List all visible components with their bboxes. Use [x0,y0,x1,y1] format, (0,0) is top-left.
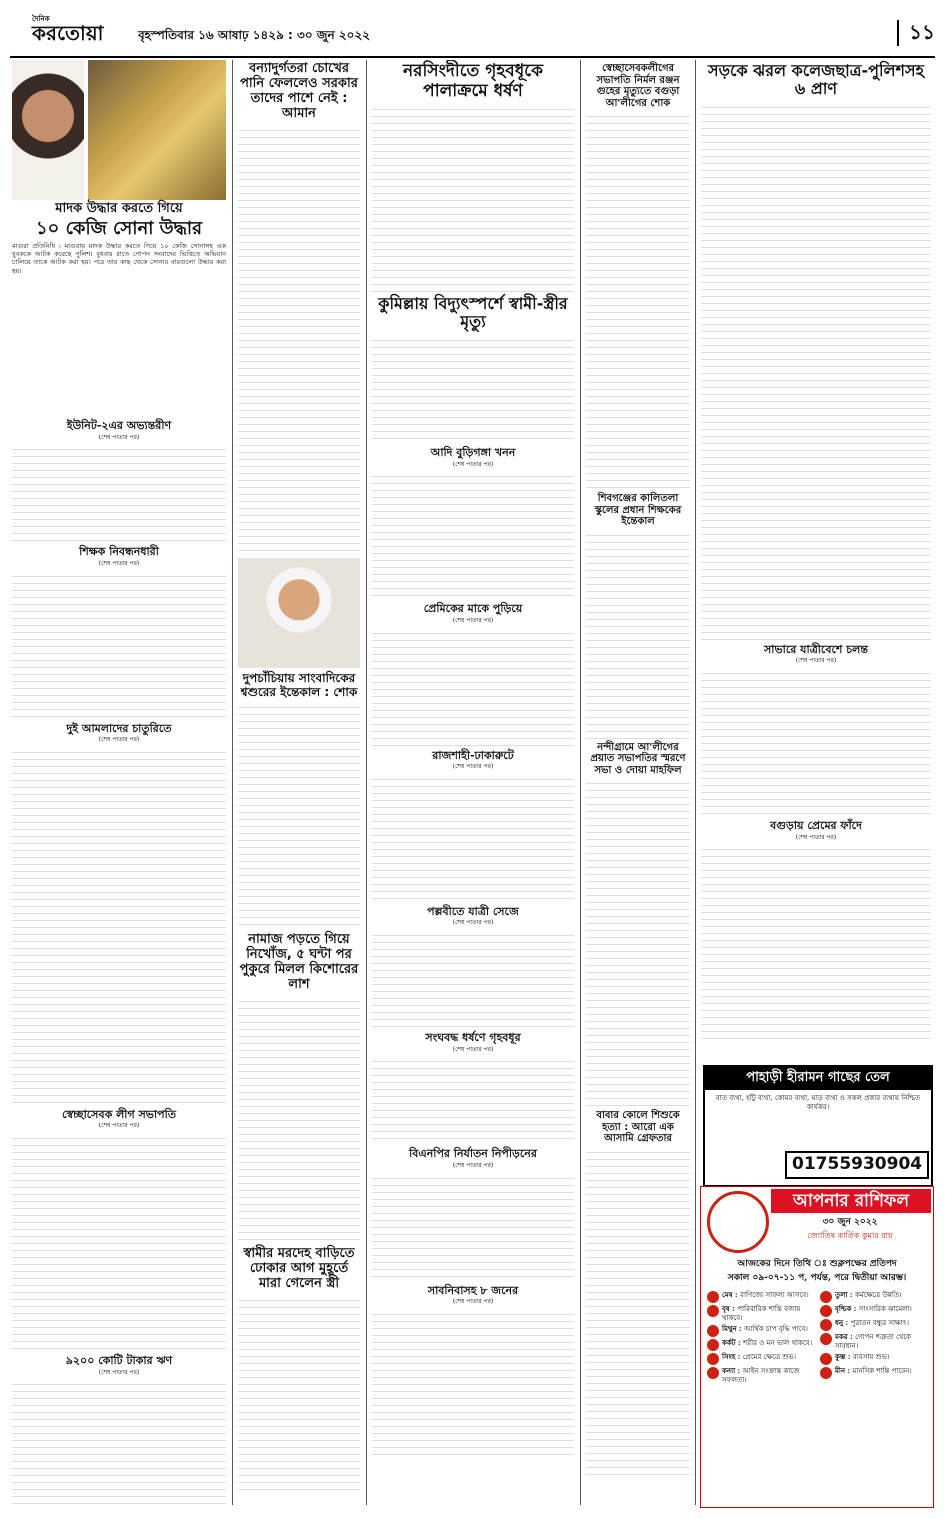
story-text-block [372,1172,574,1282]
headline: কুমিল্লায় বিদ্যুৎস্পর্শে স্বামী-স্ত্রীর মৃত্যু [378,294,568,332]
zodiac-sign-name: বৃষ : [722,1304,738,1313]
headline: স্বামীর মরদেহ বাড়িতে ঢোকার আগ মুহূর্তে মারা গেলেন স্ত্রী [243,1246,355,1291]
story-text-block [586,529,690,739]
story-text-block [238,124,360,554]
zodiac-sign-item [820,1353,927,1365]
tithi-time: সকাল ০৯-০৭-১১ প, পর্যন্ত, পরে দ্বিতীয়া আরম্ভ। [727,1273,907,1283]
sub-headline: সাবনিবাসহ ৮ জনের [427,1283,519,1297]
zodiac-sign-item [707,1339,814,1351]
story-text-block [372,1055,574,1145]
zodiac-sign-icon [820,1291,832,1303]
story-text-block [238,1294,360,1494]
continuation-note: (শেষ পাতার পর) [452,460,494,468]
zodiac-sign-list [707,1291,927,1385]
story-text-block [372,334,574,444]
zodiac-sign-icon [707,1305,719,1317]
story-text-block [701,667,931,817]
zodiac-sign-icon [707,1291,719,1303]
zodiac-sign-text: মানসিক শান্তি পাবেন। [852,1366,912,1375]
story-text-block [372,470,574,600]
horoscope-box [700,1186,934,1508]
zodiac-sign-item [707,1353,814,1365]
zodiac-sign-item [707,1305,814,1323]
column-5 [701,60,931,1060]
zodiac-sign-item [820,1367,927,1379]
oil-advertisement [703,1065,933,1187]
zodiac-sign-name: মেষ : [722,1290,741,1299]
column-2 [238,60,360,1505]
headline: সড়কে ঝরল কলেজছাত্র-পুলিশসহ ৬ প্রাণ [708,61,924,99]
zodiac-sign-icon [820,1305,832,1317]
column-1 [12,60,226,1505]
story-text-block [586,777,690,1107]
story-body: মাগুরা প্রতিনিধি : মাগুরায় মাদক উদ্ধার করতে গিয়ে ১০ কেজি সোনাসহ এক যুবককে আটক করেছে পুলিশ। বুধবার রাতে গোপন সংবাদের ভিত্তিতে অভিযান চালিয়ে তাকে আটক করা হয়। পরে তার কাছ থেকে সোনার বারগুলো উদ্ধার করা হয়। [12,241,226,275]
zodiac-sign-icon [707,1367,719,1379]
headline-top: মাদক উদ্ধার করতে গিয়ে [55,201,183,216]
story-text-block [372,773,574,903]
headline: নন্দীগ্রামে আ'লীগের প্রয়াত সভাপতির স্মরণে সভা ও দোয়া মাহফিল [590,741,686,776]
zodiac-sign-text: কর্মক্ষেত্রে উন্নতি। [854,1291,902,1299]
column-rule [232,60,233,1505]
sub-headline: ইউনিট-২এর অভ্যন্তরীণ [66,418,172,432]
story-text-block [701,101,931,641]
column-3 [372,60,574,1505]
horoscope-date: ৩০ জুন ২০২২ [822,1217,878,1227]
zodiac-sign-text: পুরাতন বন্ধুর সাক্ষাৎ। [850,1319,909,1327]
sub-headline: সংঘবদ্ধ ধর্ষণে গৃহবধূর [425,1031,521,1045]
story-text-block [701,843,931,1043]
horoscope-author: জ্যোতিষ কার্তিক কুমার রায় [807,1231,893,1240]
story-text-block [372,1308,574,1458]
zodiac-wheel-icon [707,1191,769,1253]
sub-headline: আদি বুড়িগঙ্গা খনন [430,445,516,459]
zodiac-sign-icon [820,1353,832,1365]
tithi-line: আজকের দিনে তিথি ঃ শুক্লপক্ষের প্রতিপদ [737,1259,897,1269]
headline-main: ১০ কেজি সোনা উদ্ধার [35,217,203,239]
zodiac-sign-text: পারিবারিক শান্তি বজায় থাকবে। [722,1305,801,1322]
zodiac-sign-item [707,1367,814,1385]
story-text-block [12,746,226,1106]
zodiac-sign-text: শরীর ও মন ভাল থাকবে। [743,1338,813,1347]
story-text-block [12,1378,226,1505]
continuation-note: (শেষ পাতার পর) [452,1045,494,1053]
page-number: ১১ [897,20,935,46]
ad-body: বাত ব্যথা, হাঁটু ব্যথা, কোমর ব্যথা, ঘাড় ব্যথা ও সকল প্রকার ব্যথায় নিশ্চিত কার্যকর। [715,1093,921,1111]
sub-headline: প্রেমিকের মাকে পুড়িয়ে [423,602,523,616]
zodiac-sign-icon [820,1367,832,1379]
ad-phone: 01755930904 [785,1151,929,1179]
headline: দুপচাঁচিয়ায় সাংবাদিকের শ্বশুরের ইন্তেকাল : শোক [240,670,358,699]
continuation-note: (শেষ পাতার পর) [98,559,140,567]
ad-title: পাহাড়ী হীরামন গাছের তেল [705,1067,931,1090]
sub-headline: ৯২০০ কোটি টাকার ঋণ [65,1354,173,1368]
continuation-note: (শেষ পাতার পর) [98,736,140,744]
zodiac-sign-icon [707,1325,719,1337]
horoscope-title: আপনার রাশিফল [771,1189,931,1213]
zodiac-sign-icon [820,1333,832,1345]
zodiac-sign-text: আর্থিক চাপ বৃদ্ধি পাবে। [744,1324,808,1333]
zodiac-sign-name: কুম্ভ : [835,1351,853,1361]
headline: বন্যাদুর্গতরা চোখের পানি ফেললেও সরকার তাদের পাশে নেই : আমান [240,61,358,121]
continuation-note: (শেষ পাতার পর) [795,657,837,665]
headline: নামাজ পড়তে গিয়ে নিখোঁজ, ৫ ঘন্টা পর পুকুরে মিলল কিশোরের লাশ [239,932,359,993]
dateline: বৃহস্পতিবার ১৬ আষাঢ় ১৪২৯ : ৩০ জুন ২০২২ [138,28,371,42]
zodiac-sign-item [820,1319,927,1331]
column-4 [586,60,690,1505]
sub-headline: রাজশাহী-ঢাকারুটে [432,748,514,762]
logo-main: করতোয়া [32,21,104,45]
newspaper-logo [32,16,102,52]
gold-bars-photo [88,60,226,200]
headline: নরসিংদীতে গৃহবধূকে পালাক্রমে ধর্ষণ [403,61,543,101]
column-rule [580,60,581,1505]
zodiac-sign-item [820,1291,927,1303]
zodiac-sign-name: মিথুন : [722,1323,745,1333]
story-text-block [372,627,574,747]
story-text-block [12,570,226,720]
headline: শিবগঞ্জের কালিতলা স্কুলের প্রধান শিক্ষকের ইন্তেকাল [594,493,682,527]
portrait-photo [238,558,360,668]
zodiac-sign-text: সাংসারিক ঝামেলা। [858,1305,912,1313]
logo-top: দৈনিক [32,15,50,23]
sub-headline: পল্লবীতে যাত্রী সেজে [427,904,519,918]
story-text-block [586,1146,690,1476]
zodiac-sign-item [707,1291,814,1303]
masthead [10,12,935,58]
story-text-block [372,103,574,293]
zodiac-sign-name: কন্যা : [722,1365,743,1375]
continuation-note: (শেষ পাতার পর) [452,616,494,624]
zodiac-sign-name: বৃশ্চিক : [835,1304,859,1313]
zodiac-sign-name: কর্কট : [722,1337,744,1347]
zodiac-sign-text: আইন সংক্রান্ত কাজে সফলতা। [722,1366,800,1384]
zodiac-sign-name: সিংহ : [722,1351,743,1361]
zodiac-sign-icon [707,1353,719,1365]
zodiac-sign-text: গোপন শত্রুতা থেকে সাবধান। [835,1333,912,1350]
headline: বাবার কোলে শিশুকে হত্যা : আরো এক আসামি গ্রেফতার [596,1110,680,1144]
zodiac-sign-text: প্রেমের ক্ষেত্রে শুভ। [742,1352,797,1361]
story-text-block [238,701,360,931]
story-body-filler [12,277,226,417]
continuation-note: (শেষ পাতার পর) [452,919,494,927]
zodiac-sign-item [707,1325,814,1337]
zodiac-sign-item [820,1305,927,1317]
continuation-note: (শেষ পাতার পর) [98,1368,140,1376]
story-text-block [238,995,360,1245]
story-text-block [372,929,574,1029]
zodiac-sign-name: তুলা : [835,1290,855,1299]
sub-headline: বগুড়ায় প্রেমের ফাঁদে [770,819,862,833]
zodiac-sign-text: ব্যবসায় শুভ। [852,1352,890,1361]
zodiac-sign-name: মকর : [835,1332,856,1341]
zodiac-sign-name: মীন : [835,1365,853,1375]
sub-headline: বিএনপির নির্যাতন নিপীড়নের [409,1147,537,1161]
headline: স্বেচ্ছাসেবকলীগের সভাপতি নির্মল রঞ্জন গুহের মৃত্যুতে বগুড়া আ'লীগের শোক [596,63,680,109]
zodiac-sign-icon [820,1319,832,1331]
sub-headline: শিক্ষক নিবন্ধনধারী [79,545,159,559]
continuation-note: (শেষ পাতার পর) [795,833,837,841]
continuation-note: (শেষ পাতার পর) [98,1122,140,1130]
continuation-note: (শেষ পাতার পর) [452,1298,494,1306]
column-rule [366,60,367,1505]
sub-headline: সাভারে যাত্রীবেশে চলন্ত [764,642,868,656]
sub-headline: স্বেচ্ছাসেবক লীগ সভাপতি [62,1107,176,1121]
zodiac-sign-text: বাণিজ্যে সাফল্য আসবে। [740,1291,809,1299]
continuation-note: (শেষ পাতার পর) [98,433,140,441]
continuation-note: (শেষ পাতার পর) [452,1162,494,1170]
story-text-block [586,110,690,490]
column-rule [695,60,696,1505]
zodiac-sign-icon [707,1339,719,1351]
zodiac-sign-name: ধনু : [835,1318,851,1327]
sub-headline: দুই আমলাদের চাতুরিতে [66,721,172,735]
story-text-block [12,1132,226,1352]
suspect-photo [12,60,84,200]
story-text-block [12,443,226,543]
zodiac-sign-item [820,1333,927,1351]
continuation-note: (শেষ পাতার পর) [452,763,494,771]
